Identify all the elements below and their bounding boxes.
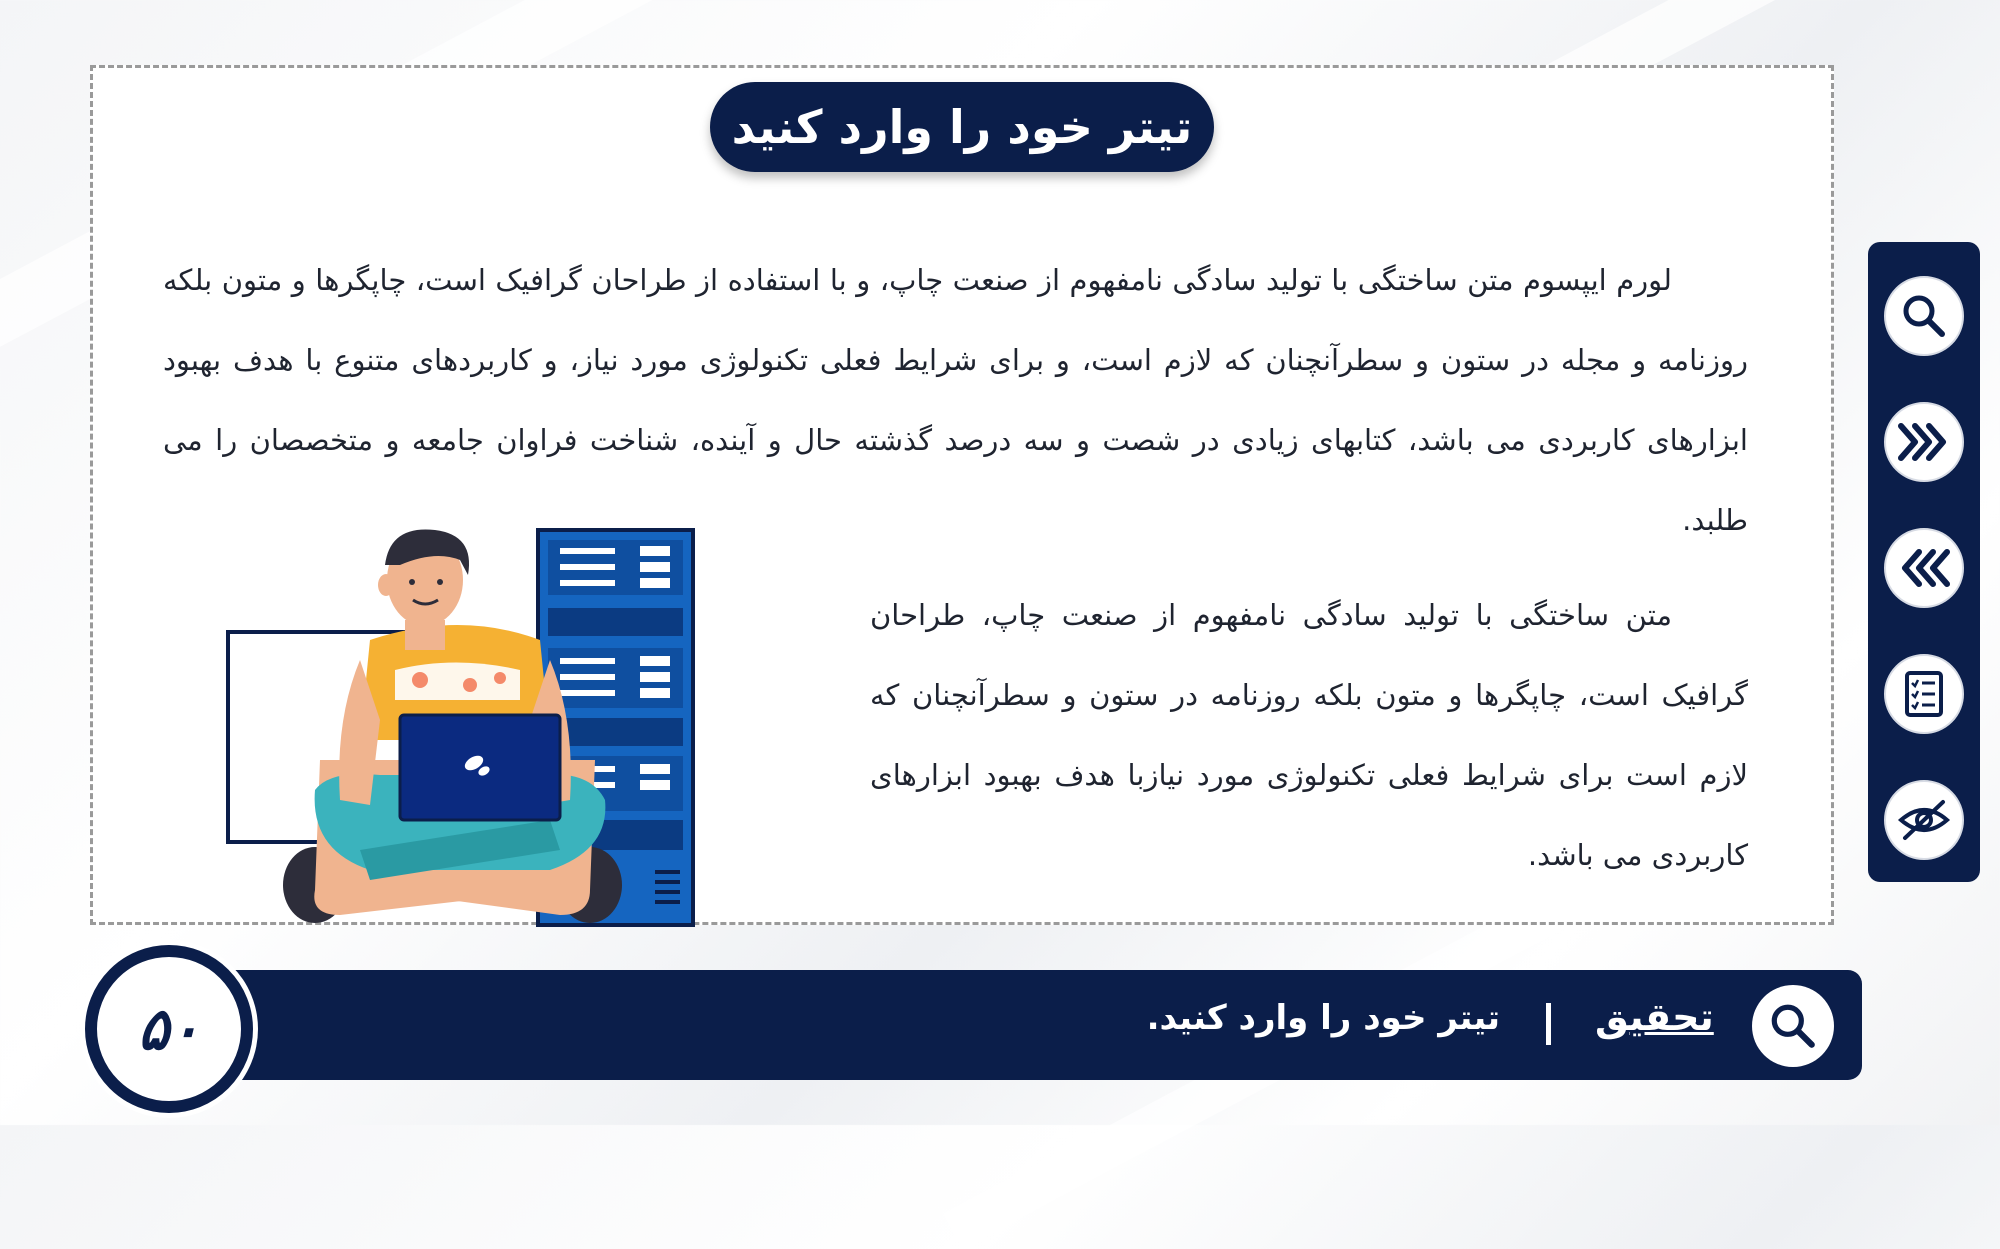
chevrons-right-icon	[1897, 420, 1951, 464]
checklist-button[interactable]	[1884, 654, 1964, 734]
page-number-badge	[85, 945, 253, 1113]
paragraph-secondary: متن ساختگی با تولید سادگی نامفهوم از صنعت چاپ، طراحان گرافیک است، چاپگرها و متون بلکه روزنامه در ستون و سطرآنچنان که لازم است برای شرایط فعلی تکنولوژی مورد نیازبا هدف بهبود ابزارهای کاربردی می باشد.	[870, 598, 1748, 872]
side-toolbar	[1868, 242, 1980, 882]
developer-illustration	[220, 520, 700, 930]
paragraph-main: لورم ایپسوم متن ساختگی با تولید سادگی نامفهوم از صنعت چاپ، و با استفاده از طراحان گرافیک است، چاپگرها و متون بلکه روزنامه و مجله در ستون و سطرآنچنان که لازم است، و برای شرایط فعلی تکنولوژی مورد نیاز، و کاربردهای متنوع با هدف بهبود ابزارهای کاربردی می باشد، کتابهای زیادی در شصت و سه درصد گذشته حال و آینده، شناخت فراوان جامعه و متخصصان را می طلبد.	[163, 263, 1748, 537]
eye-off-icon	[1897, 798, 1951, 842]
page-number: ۵۰	[137, 995, 201, 1063]
laptop	[400, 715, 560, 820]
search-button[interactable]	[1884, 276, 1964, 356]
footer-title: تیتر خود را وارد کنید.	[1146, 998, 1500, 1038]
search-icon	[1899, 291, 1949, 341]
slide-title: تیتر خود را وارد کنید	[710, 82, 1214, 172]
checklist-icon	[1904, 670, 1944, 718]
footer-search-button[interactable]	[1752, 985, 1834, 1067]
footer-section-link[interactable]: تحقیق	[1595, 995, 1714, 1039]
previous-button[interactable]	[1884, 528, 1964, 608]
hide-button[interactable]	[1884, 780, 1964, 860]
search-icon	[1767, 1000, 1819, 1052]
next-button[interactable]	[1884, 402, 1964, 482]
footer-separator	[1546, 1003, 1551, 1045]
chevrons-left-icon	[1897, 546, 1951, 590]
